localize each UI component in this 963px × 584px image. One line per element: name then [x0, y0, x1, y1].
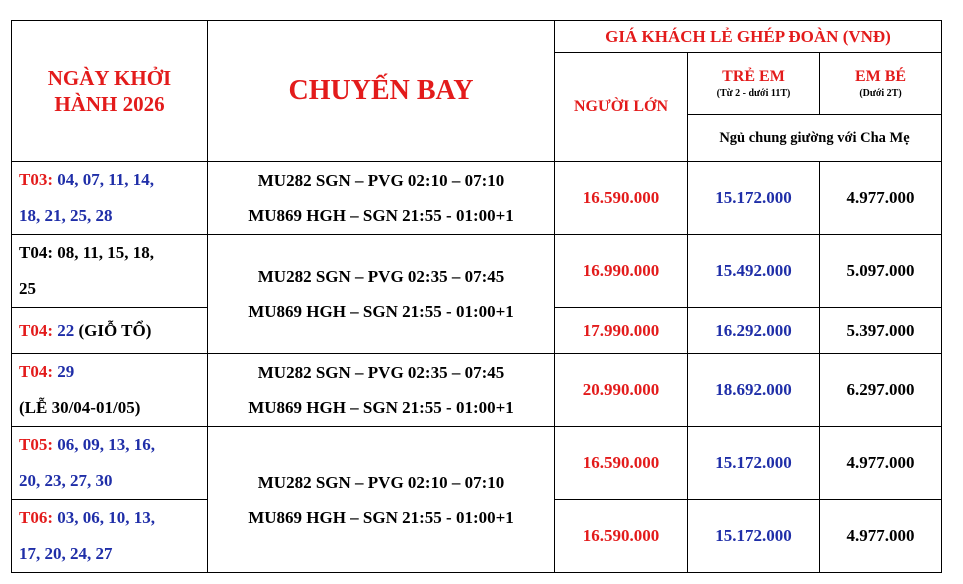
tour-price-table: [11, 20, 942, 573]
header-child-label: TRẺ EM: [722, 68, 785, 85]
return-flight: MU869 HGH – SGN 21:55 - 01:00+1: [248, 302, 514, 321]
adult-price: 16.590.000: [555, 427, 688, 500]
date-list: 29: [57, 362, 75, 381]
header-adult: NGƯỜI LỚN: [555, 53, 688, 162]
departure-dates: [12, 500, 208, 573]
outbound-flight: MU282 SGN – PVG 02:10 – 07:10: [257, 171, 505, 190]
infant-price: 5.097.000: [820, 235, 942, 308]
month-label: T04:: [19, 320, 53, 340]
table-row: [12, 162, 942, 235]
flight-info: [208, 162, 555, 235]
return-flight: MU869 HGH – SGN 21:55 - 01:00+1: [248, 507, 514, 527]
table-row: [12, 235, 942, 308]
child-price: 15.172.000: [688, 427, 820, 500]
infant-price: 4.977.000: [820, 500, 942, 573]
date-list: 06, 09, 13, 16,: [57, 435, 155, 454]
month-label: T04:: [19, 362, 53, 381]
departure-dates: [12, 427, 208, 500]
outbound-flight: MU282 SGN – PVG 02:10 – 07:10: [257, 472, 505, 492]
header-date-line1: NGÀY KHỞI: [47, 66, 172, 90]
departure-dates: [12, 308, 208, 354]
departure-dates: [12, 235, 208, 308]
month-label: T04:: [19, 243, 53, 262]
header-flight: CHUYẾN BAY: [208, 21, 555, 162]
return-flight: MU869 HGH – SGN 21:55 - 01:00+1: [248, 206, 514, 225]
flight-info: [208, 427, 555, 573]
date-list: 08, 11, 15, 18,: [57, 243, 155, 262]
departure-dates: [12, 354, 208, 427]
adult-price: 16.590.000: [555, 162, 688, 235]
return-flight: MU869 HGH – SGN 21:55 - 01:00+1: [248, 398, 514, 417]
date-list: 22: [57, 320, 75, 340]
date-list: 25: [19, 279, 36, 298]
adult-price: 17.990.000: [555, 308, 688, 354]
departure-dates: [12, 162, 208, 235]
month-label: T05:: [19, 435, 53, 454]
flight-info: [208, 235, 555, 354]
header-bed-note: Ngủ chung giường với Cha Mẹ: [688, 115, 942, 162]
header-departure-date: [12, 21, 208, 162]
flight-info: [208, 354, 555, 427]
header-child-note: (Từ 2 - dưới 11T): [716, 88, 791, 99]
header-infant-note: (Dưới 2T): [859, 88, 902, 99]
holiday-label: (LỄ 30/04-01/05): [19, 398, 141, 417]
adult-price: 16.590.000: [555, 500, 688, 573]
adult-price: 16.990.000: [555, 235, 688, 308]
header-infant: [820, 53, 942, 115]
month-label: T06:: [19, 508, 53, 527]
child-price: 16.292.000: [688, 308, 820, 354]
infant-price: 4.977.000: [820, 427, 942, 500]
header-child: [688, 53, 820, 115]
child-price: 15.172.000: [688, 162, 820, 235]
header-date-line2: HÀNH 2026: [54, 92, 165, 116]
infant-price: 4.977.000: [820, 162, 942, 235]
holiday-label: (GIỖ TỔ): [78, 320, 152, 340]
header-group-price: GIÁ KHÁCH LẺ GHÉP ĐOÀN (VNĐ): [555, 21, 942, 53]
infant-price: 5.397.000: [820, 308, 942, 354]
date-list: 04, 07, 11, 14,: [57, 170, 155, 189]
child-price: 15.172.000: [688, 500, 820, 573]
outbound-flight: MU282 SGN – PVG 02:35 – 07:45: [257, 267, 505, 286]
header-infant-label: EM BÉ: [854, 68, 907, 85]
child-price: 18.692.000: [688, 354, 820, 427]
date-list: 20, 23, 27, 30: [19, 471, 113, 490]
table-row: [12, 427, 942, 500]
date-list: 18, 21, 25, 28: [19, 206, 113, 225]
child-price: 15.492.000: [688, 235, 820, 308]
adult-price: 20.990.000: [555, 354, 688, 427]
date-list: 03, 06, 10, 13,: [57, 508, 155, 527]
date-list: 17, 20, 24, 27: [19, 544, 113, 563]
month-label: T03:: [19, 170, 53, 189]
table-row: [12, 354, 942, 427]
infant-price: 6.297.000: [820, 354, 942, 427]
outbound-flight: MU282 SGN – PVG 02:35 – 07:45: [257, 363, 505, 382]
